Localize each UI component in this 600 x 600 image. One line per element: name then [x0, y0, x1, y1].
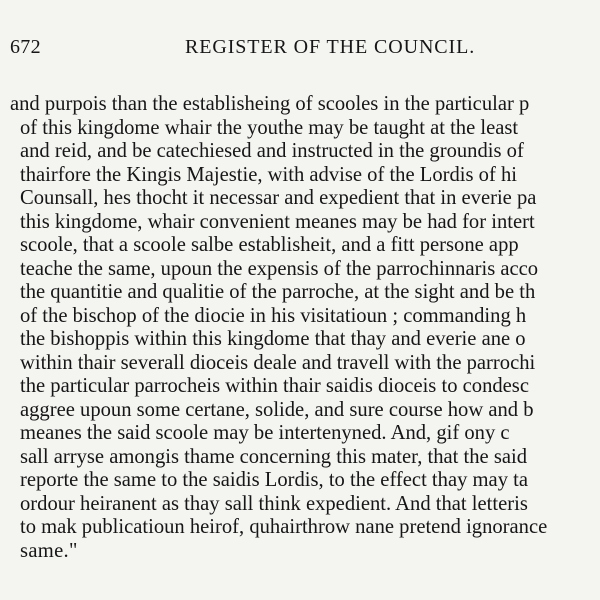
- text-line: the bishoppis within this kingdome that thay and everie ane o: [20, 328, 526, 350]
- text-line: thairfore the Kingis Majestie, with advise of the Lordis of hi: [20, 163, 517, 186]
- text-line: teache the same, upoun the expensis of the parrochinnaris acco: [20, 257, 539, 280]
- text-line: of the bischop of the diocie in his visitatioun ; commanding h: [20, 304, 527, 327]
- running-header: [10, 36, 600, 62]
- text-line: the quantitie and qualitie of the parroche, at the sight and be th: [20, 281, 536, 303]
- text-line: aggree upoun some certane, solide, and sure course how and b: [20, 398, 534, 421]
- text-line: of this kingdome whair the youthe may be taught at the least: [20, 116, 519, 139]
- body-text: [0, 93, 600, 563]
- text-line: and reid, and be catechiesed and instructed in the groundis of: [20, 140, 524, 162]
- page-number: 672: [10, 36, 41, 58]
- text-line: the particular parrocheis within thair saidis dioceis to condesc: [20, 375, 529, 397]
- text-line: reporte the same to the saidis Lordis, to the effect thay may ta: [20, 469, 529, 491]
- text-line: ordour heiranent as thay sall think expedient. And that letteris: [20, 492, 528, 515]
- text-line: to mak publicatioun heirof, quhairthrow nane pretend ignorance: [20, 516, 548, 538]
- text-line: scoole, that a scoole salbe establisheit, and a fitt persone app: [20, 234, 519, 256]
- running-title: REGISTER OF THE COUNCIL.: [185, 36, 476, 58]
- text-line: meanes the said scoole may be intertenyned. And, gif ony c: [20, 422, 510, 444]
- text-line: this kingdome, whair convenient meanes may be had for intert: [20, 210, 535, 233]
- text-line: sall arryse amongis thame concerning this mater, that the said: [20, 445, 528, 468]
- text-line: same.": [20, 539, 78, 562]
- text-line: and purpois than the establisheing of scooles in the particular p: [10, 93, 530, 115]
- text-line: Counsall, hes thocht it necessar and expedient that in everie pa: [20, 187, 537, 209]
- text-line: within thair severall dioceis deale and travell with the parrochi: [20, 351, 536, 374]
